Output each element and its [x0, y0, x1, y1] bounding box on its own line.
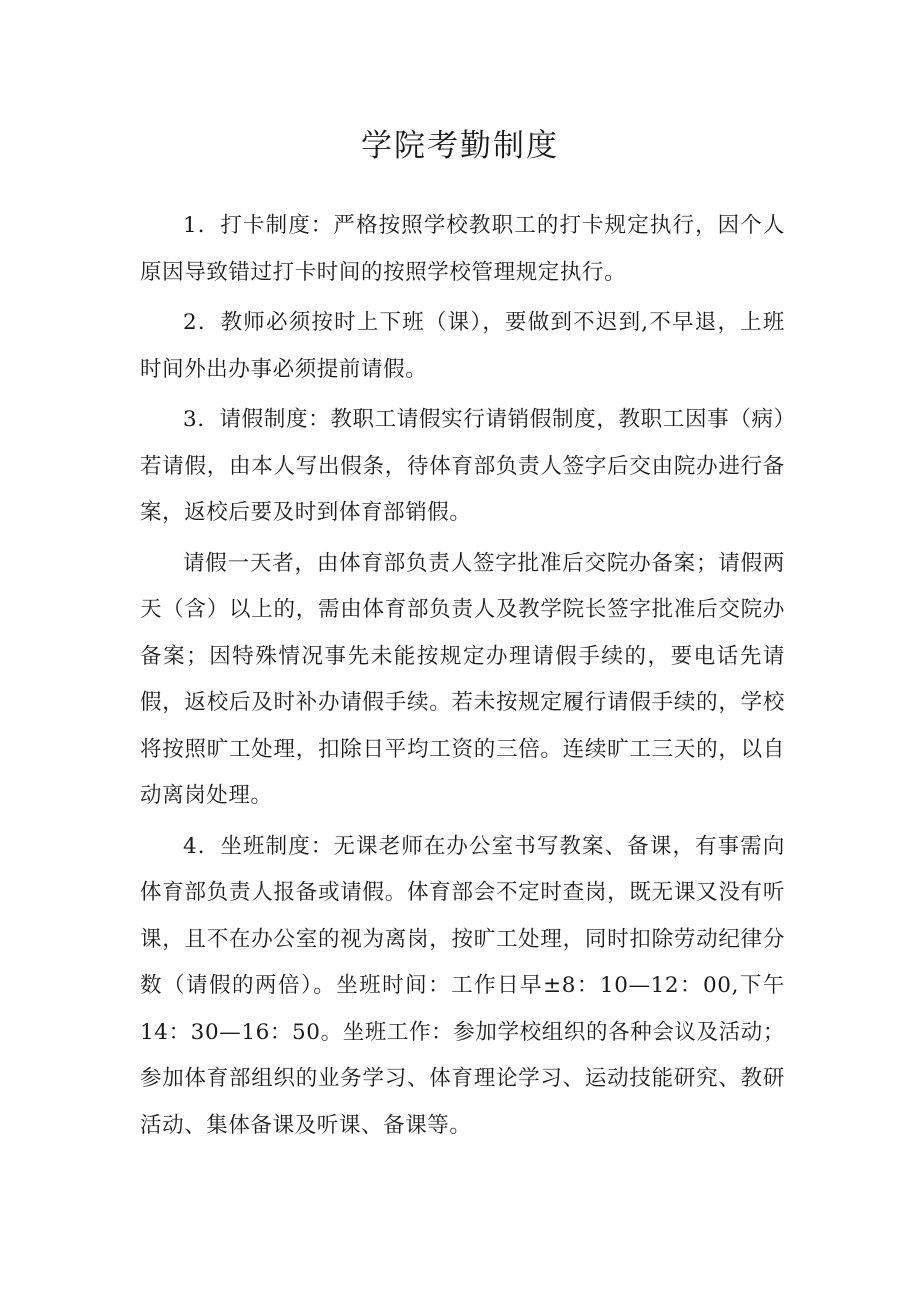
- paragraph-leave-policy: 3．请假制度：教职工请假实行请销假制度，教职工因事（病）若请假，由本人写出假条，待体育部负责人签字后交由院办进行备案，返校后要及时到体育部销假。: [140, 407, 785, 525]
- paragraph-punctuality: 2．教师必须按时上下班（课），要做到不迟到,不早退，上班时间外出办事必须提前请假。: [140, 310, 785, 382]
- paragraph-leave-approval: 请假一天者，由体育部负责人签字批准后交院办备案；请假两天（含）以上的，需由体育部负责人及教学院长签字批准后交院办备案；因特殊情况事先未能按规定办理请假手续的，要电话先请假，返校后及时补办请假手续。若未按规定履行请假手续的，学校将按照旷工处理，扣除日平均工资的三倍。连续旷工三天的，以自动离岗处理。: [140, 550, 785, 808]
- document-body: [140, 203, 785, 1149]
- paragraph-clock-in: 1．打卡制度：严格按照学校教职工的打卡规定执行，因个人原因导致错过打卡时间的按照学校管理规定执行。: [140, 213, 785, 285]
- document-title: 学院考勤制度: [361, 128, 559, 164]
- paragraph-office-duty: 4．坐班制度：无课老师在办公室书写教案、备课，有事需向体育部负责人报备或请假。体育部会不定时查岗，既无课又没有听课，且不在办公室的视为离岗，按旷工处理，同时扣除劳动纪律分数（请假的两倍）。坐班时间：工作日早±8：10—12：00,下午14：30—16：50。坐班工作：参加学校组织的各种会议及活动；参加体育部组织的业务学习、体育理论学习、运动技能研究、教研活动、集体备课及听课、备课等。: [140, 833, 785, 1138]
